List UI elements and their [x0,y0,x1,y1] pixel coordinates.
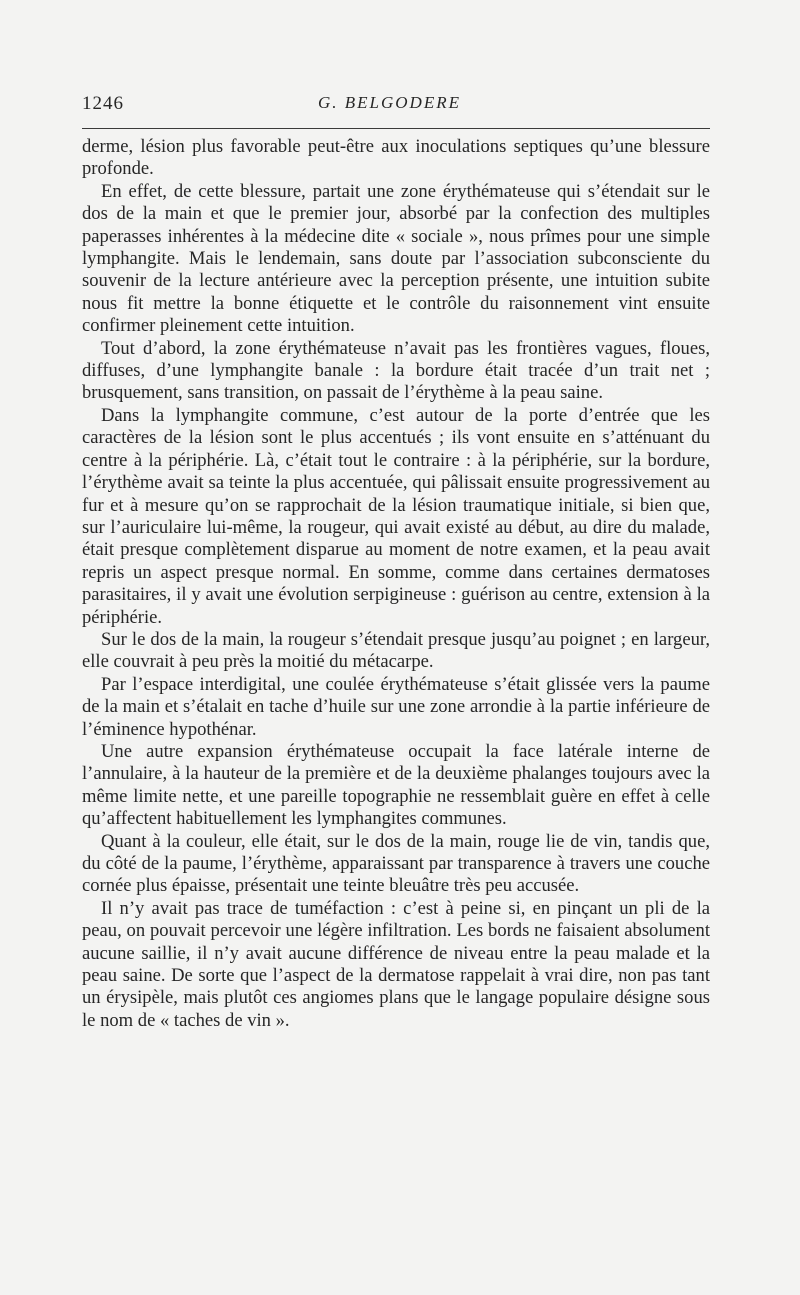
page-number: 1246 [82,93,124,114]
paragraph: Sur le dos de la main, la rougeur s’étendait presque jusqu’au poignet ; en largeur, elle couvrait à peu près la moitié du métacarpe. [82,628,710,673]
header-rule [82,128,710,129]
paragraph: Tout d’abord, la zone érythémateuse n’avait pas les frontières vagues, floues, diffuses, d’une lymphangite banale : la bordure était tracée d’un trait net ; brusquement, sans transition, on passait de l’érythème à la peau saine. [82,337,710,404]
paragraph-continued: derme, lésion plus favorable peut-être aux inoculations septiques qu’une blessure profonde. [82,136,710,180]
paragraph: Une autre expansion érythémateuse occupait la face latérale interne de l’annulaire, à la hauteur de la première et de la deuxième phalanges toujours avec la même limite nette, et une pareille topographie ne ressemblait guère en effet à celle qu’affectent habituellement les lymphangites communes. [82,740,710,830]
paragraph: Dans la lymphangite commune, c’est autour de la porte d’entrée que les caractères de la lésion sont le plus accentués ; ils vont ensuite en s’atténuant du centre à la périphérie. Là, c’était tout le contraire : à la périphérie, sur la bordure, l’érythème avait sa teinte la plus accentuée, qui pâlissait ensuite progressivement au fur et à mesure qu’on se rapprochait de la lésion traumatique initiale, si bien que, sur l’auriculaire lui-même, la rougeur, qui avait existé au début, au dire du malade, était presque complètement disparue au moment de notre examen, et la peau avait repris un aspect presque normal. En somme, comme dans certaines dermatoses parasitaires, il y avait une évolution serpigineuse : guérison au centre, extension à la périphérie. [82,404,710,628]
paragraph: Par l’espace interdigital, une coulée érythémateuse s’était glissée vers la paume de la main et s’étalait en tache d’huile sur une zone arrondie à la partie inférieure de l’éminence hypothénar. [82,673,710,740]
body-text [82,136,710,1032]
paragraph: Il n’y avait pas trace de tuméfaction : c’est à peine si, en pinçant un pli de la peau, on pouvait percevoir une légère infiltration. Les bords ne faisaient absolument aucune saillie, il n’y avait aucune différence de niveau entre la peau malade et la peau saine. De sorte que l’aspect de la dermatose rappelait à vrai dire, non pas tant un érysipèle, mais plutôt ces angiomes plans que le langage populaire désigne sous le nom de « taches de vin ». [82,897,710,1031]
running-head: G. BELGODERE [318,93,461,112]
paragraph: Quant à la couleur, elle était, sur le dos de la main, rouge lie de vin, tandis que, du côté de la paume, l’érythème, apparaissant par transparence à travers une couche cornée plus épaisse, présentait une teinte bleuâtre très peu accusée. [82,830,710,897]
paragraph: En effet, de cette blessure, partait une zone érythémateuse qui s’étendait sur le dos de la main et que le premier jour, absorbé par la confection des multiples paperasses inhérentes à la médecine dite « sociale », nous prîmes pour une simple lymphangite. Mais le lendemain, sans doute par l’association subconsciente du souvenir de la lecture antérieure avec la perception présente, une intuition subite nous fit mettre la bonne étiquette et le contrôle du raisonnement vint ensuite confirmer pleinement cette intuition. [82,180,710,337]
page-header [82,93,710,119]
